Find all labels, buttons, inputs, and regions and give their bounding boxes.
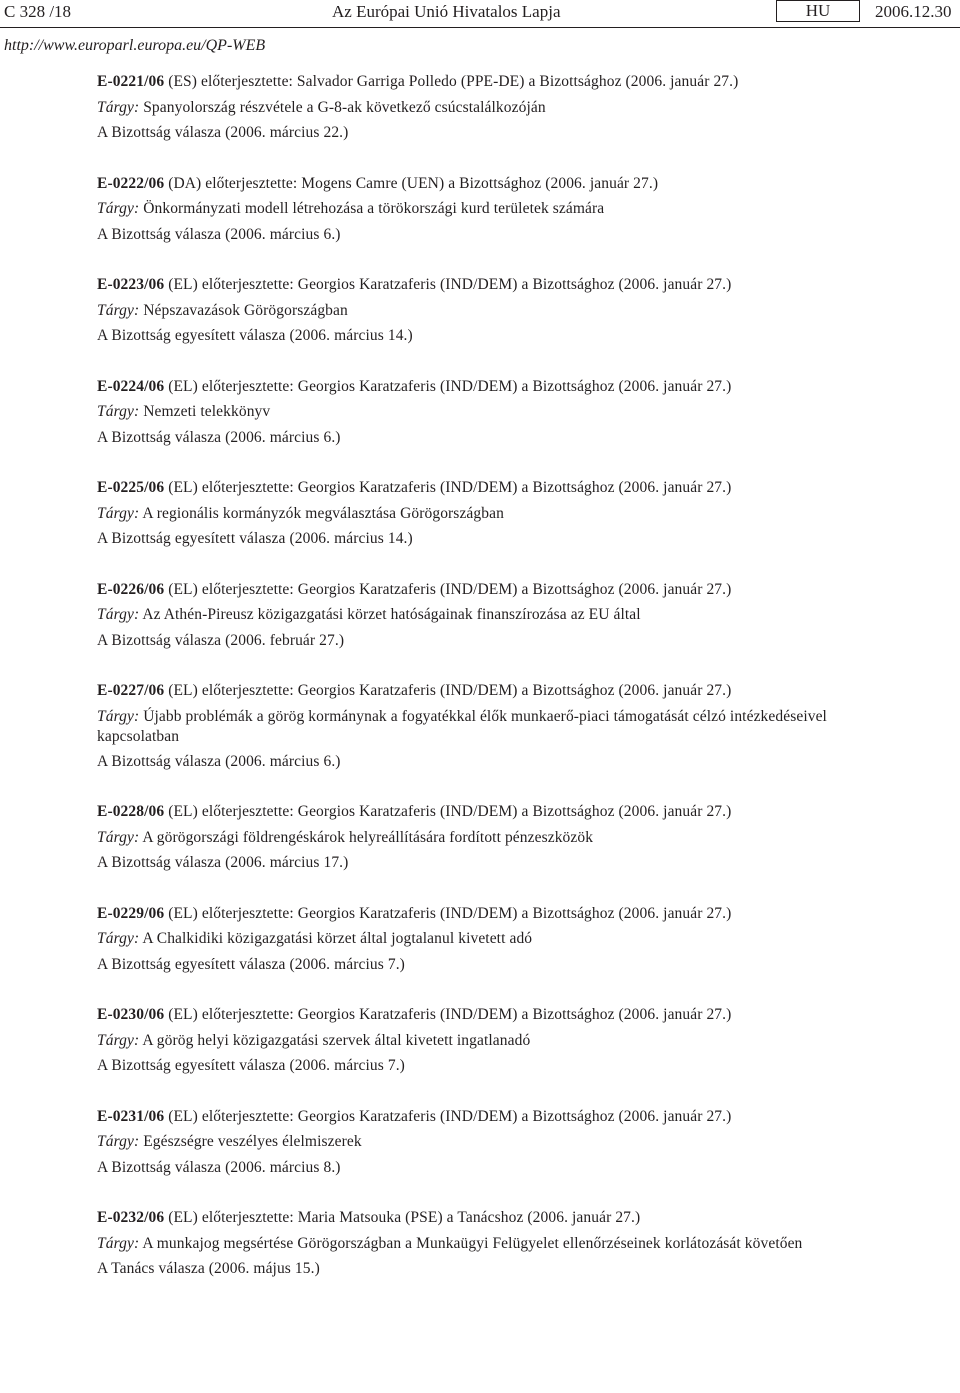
question-submitter: (DA) előterjesztette: Mogens Camre (UEN) a Bizottsághoz (2006. január 27.)	[168, 174, 659, 192]
question-entry	[97, 272, 827, 349]
question-code: E-0226/06	[97, 580, 165, 598]
question-entry	[97, 475, 827, 552]
question-header-line	[97, 577, 827, 603]
question-header-line	[97, 69, 827, 95]
answer-line: A Bizottság egyesített válasza (2006. március 7.)	[97, 1057, 405, 1074]
question-code: E-0224/06	[97, 377, 165, 395]
question-subject: Spanyolország részvétele a G-8-ak következő csúcstalálkozóján	[143, 98, 546, 116]
question-submitter: (EL) előterjesztette: Georgios Karatzaferis (IND/DEM) a Bizottsághoz (2006. január 27.)	[168, 803, 732, 820]
journal-title: Az Európai Unió Hivatalos Lapja	[332, 2, 561, 21]
question-code: E-0229/06	[97, 904, 165, 922]
page-reference: C 328 /18	[4, 2, 72, 21]
subject-label: Tárgy:	[97, 1031, 140, 1049]
subject-label: Tárgy:	[97, 707, 140, 725]
question-subject: A görög helyi közigazgatási szervek által kivetett ingatlanadó	[142, 1031, 531, 1049]
question-submitter: (EL) előterjesztette: Georgios Karatzaferis (IND/DEM) a Bizottsághoz (2006. január 27.)	[168, 1107, 732, 1125]
answer-line: A Bizottság válasza (2006. február 27.)	[97, 631, 345, 649]
page-header	[0, 0, 960, 26]
answer-line: A Tanács válasza (2006. május 15.)	[97, 1259, 320, 1277]
question-submitter: (EL) előterjesztette: Georgios Karatzaferis (IND/DEM) a Bizottsághoz (2006. január 27.)	[168, 276, 732, 293]
question-submitter: (EL) előterjesztette: Georgios Karatzaferis (IND/DEM) a Bizottsághoz (2006. január 27.)	[168, 580, 732, 598]
question-submitter: (EL) előterjesztette: Georgios Karatzaferis (IND/DEM) a Bizottsághoz (2006. január 27.)	[168, 1006, 732, 1023]
question-subject-line	[97, 704, 827, 749]
subject-label: Tárgy:	[97, 200, 140, 217]
question-header-line	[97, 272, 827, 298]
question-submitter: (ES) előterjesztette: Salvador Garriga Polledo (PPE-DE) a Bizottsághoz (2006. január 27.)	[168, 73, 739, 90]
subject-label: Tárgy:	[97, 1234, 140, 1252]
question-header-line	[97, 171, 827, 197]
question-entry	[97, 1205, 827, 1281]
answer-line: A Bizottság válasza (2006. március 22.)	[97, 124, 349, 141]
question-subject-line	[97, 602, 827, 628]
question-subject-line	[97, 196, 827, 222]
question-header-line	[97, 1104, 827, 1130]
answer-line: A Bizottság egyesített válasza (2006. március 14.)	[97, 530, 413, 547]
question-subject: A regionális kormányzók megválasztása Görögországban	[142, 504, 504, 522]
question-submitter: (EL) előterjesztette: Georgios Karatzaferis (IND/DEM) a Bizottsághoz (2006. január 27.)	[168, 904, 732, 922]
question-subject: Nemzeti telekkönyv	[143, 403, 271, 420]
question-subject-line	[97, 399, 827, 425]
subject-label: Tárgy:	[97, 98, 140, 116]
question-subject-line	[97, 825, 827, 851]
question-code: E-0223/06	[97, 276, 165, 293]
subject-label: Tárgy:	[97, 828, 140, 846]
source-url[interactable]: http://www.europarl.europa.eu/QP-WEB	[4, 37, 266, 54]
answer-line: A Bizottság válasza (2006. március 17.)	[97, 854, 349, 871]
question-entry	[97, 799, 827, 876]
question-header-line	[97, 901, 827, 927]
answer-line: A Bizottság válasza (2006. március 6.)	[97, 752, 341, 770]
question-subject-line	[97, 1129, 827, 1155]
subject-label: Tárgy:	[97, 930, 140, 947]
publication-date: 2006.12.30	[875, 2, 952, 21]
subject-label: Tárgy:	[97, 504, 140, 522]
question-entry	[97, 171, 827, 248]
answer-line: A Bizottság válasza (2006. március 6.)	[97, 428, 341, 446]
subject-label: Tárgy:	[97, 606, 140, 623]
answer-line: A Bizottság egyesített válasza (2006. március 14.)	[97, 327, 413, 344]
question-code: E-0231/06	[97, 1107, 165, 1125]
question-entry	[97, 1104, 827, 1181]
question-submitter: (EL) előterjesztette: Georgios Karatzaferis (IND/DEM) a Bizottsághoz (2006. január 27.)	[168, 479, 732, 496]
question-code: E-0227/06	[97, 682, 165, 699]
question-code: E-0232/06	[97, 1209, 165, 1226]
question-header-line	[97, 799, 827, 825]
question-entry	[97, 901, 827, 978]
question-submitter: (EL) előterjesztette: Georgios Karatzaferis (IND/DEM) a Bizottsághoz (2006. január 27.)	[168, 377, 732, 395]
question-entry	[97, 69, 827, 146]
question-header-line	[97, 678, 827, 704]
question-subject: Népszavazások Görögországban	[143, 301, 348, 319]
question-subject-line	[97, 298, 827, 324]
answer-line: A Bizottság válasza (2006. március 8.)	[97, 1158, 341, 1176]
question-header-line	[97, 1205, 827, 1231]
question-header-line	[97, 1002, 827, 1028]
answer-line: A Bizottság egyesített válasza (2006. március 7.)	[97, 955, 405, 973]
question-subject-line	[97, 1231, 827, 1256]
subject-label: Tárgy:	[97, 301, 140, 319]
question-header-line	[97, 374, 827, 400]
question-subject: A görögországi földrengéskárok helyreállítására fordított pénzeszközök	[142, 828, 594, 846]
question-code: E-0230/06	[97, 1006, 165, 1023]
question-header-line	[97, 475, 827, 501]
question-subject: Önkormányzati modell létrehozása a törökországi kurd területek számára	[143, 200, 605, 217]
question-code: E-0225/06	[97, 479, 165, 496]
question-subject-line	[97, 501, 827, 527]
question-entry	[97, 1002, 827, 1079]
question-subject: Egészségre veszélyes élelmiszerek	[143, 1133, 362, 1150]
question-list	[97, 69, 827, 1306]
question-subject: Újabb problémák a görög kormánynak a fogyatékkal élők munkaerő-piaci támogatását célzó intézkedéseivel kapcsolatban	[97, 707, 827, 745]
subject-label: Tárgy:	[97, 1133, 140, 1150]
answer-line: A Bizottság válasza (2006. március 6.)	[97, 225, 341, 243]
question-code: E-0221/06	[97, 73, 165, 90]
question-code: E-0228/06	[97, 803, 165, 820]
question-submitter: (EL) előterjesztette: Maria Matsouka (PSE) a Tanácshoz (2006. január 27.)	[168, 1209, 641, 1226]
question-subject-line	[97, 95, 827, 121]
subject-label: Tárgy:	[97, 403, 140, 420]
question-submitter: (EL) előterjesztette: Georgios Karatzaferis (IND/DEM) a Bizottsághoz (2006. január 27.)	[168, 682, 732, 699]
question-subject-line	[97, 1028, 827, 1054]
question-entry	[97, 678, 827, 774]
question-code: E-0222/06	[97, 174, 165, 192]
question-entry	[97, 577, 827, 654]
question-subject: A munkajog megsértése Görögországban a Munkaügyi Felügyelet ellenőrzéseinek korlátozását követően	[142, 1234, 803, 1252]
question-entry	[97, 374, 827, 451]
question-subject-line	[97, 926, 827, 952]
question-subject: A Chalkidiki közigazgatási körzet által jogtalanul kivetett adó	[142, 930, 533, 947]
question-subject: Az Athén-Pireusz közigazgatási körzet hatóságainak finanszírozása az EU által	[142, 606, 641, 623]
header-divider	[0, 27, 960, 28]
language-badge: HU	[776, 0, 860, 22]
